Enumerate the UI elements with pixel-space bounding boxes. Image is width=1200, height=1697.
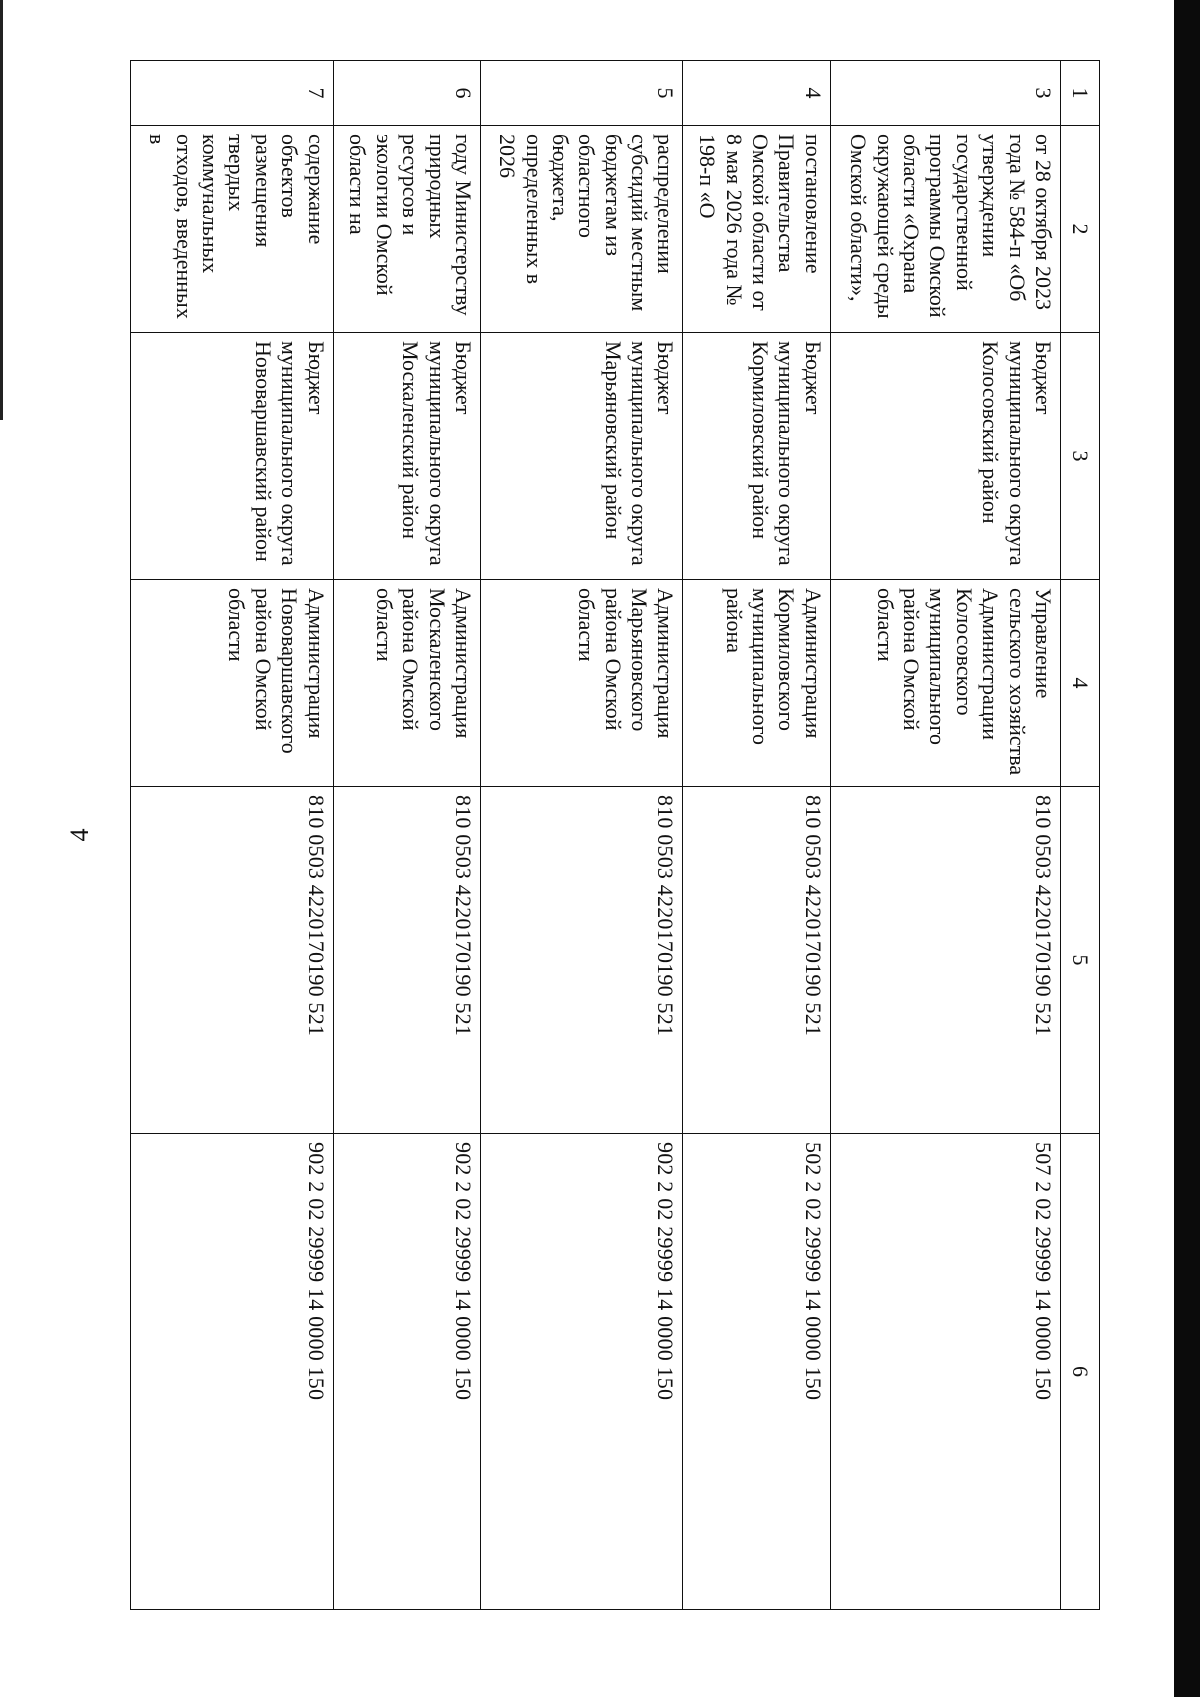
- income-code-cell: 902 2 02 29999 14 0000 150: [480, 1134, 683, 1610]
- row-number: 3: [830, 61, 1060, 126]
- budget-cell: Бюджет муниципального округа Москаленский район: [333, 333, 480, 580]
- header-col-3: 3: [1061, 333, 1100, 580]
- row-number: 7: [131, 61, 334, 126]
- legal-basis-cell: содержание объектов размещения твердых коммунальных отходов, введенных в: [131, 126, 334, 333]
- table-header: [1061, 61, 1100, 1610]
- table-frame: [130, 60, 1100, 1610]
- income-code-cell: 507 2 02 29999 14 0000 150: [830, 1134, 1060, 1610]
- row-number: 5: [480, 61, 683, 126]
- expense-code-cell: 810 0503 4220170190 521: [131, 787, 334, 1134]
- table-row: [683, 61, 830, 1610]
- administrator-cell: Администрация Марьяновского района Омской области: [480, 580, 683, 787]
- legal-basis-cell: от 28 октября 2023 года № 584-п «Об утверждении государственной программы Омской области «Охрана окружающей среды Омской области»,: [830, 126, 1060, 333]
- header-row: [1061, 61, 1100, 1610]
- expense-code-cell: 810 0503 4220170190 521: [333, 787, 480, 1134]
- budget-cell: Бюджет муниципального округа Марьяновский район: [480, 333, 683, 580]
- budget-cell: Бюджет муниципального округа Колосовский район: [830, 333, 1060, 580]
- expense-code-cell: 810 0503 4220170190 521: [480, 787, 683, 1134]
- administrator-cell: Администрация Москаленского района Омской области: [333, 580, 480, 787]
- administrator-cell: Администрация Нововаршавского района Омской области: [131, 580, 334, 787]
- table-row: [131, 61, 334, 1610]
- expense-code-cell: 810 0503 4220170190 521: [683, 787, 830, 1134]
- row-number: 6: [333, 61, 480, 126]
- administrator-cell: Администрация Кормиловского муниципального района: [683, 580, 830, 787]
- budget-table: [130, 60, 1100, 1610]
- table-row: [830, 61, 1060, 1610]
- header-col-1: 1: [1061, 61, 1100, 126]
- table-row: [480, 61, 683, 1610]
- row-number: 4: [683, 61, 830, 126]
- header-col-2: 2: [1061, 126, 1100, 333]
- table-row: [333, 61, 480, 1610]
- scan-edge-left: [0, 0, 3, 420]
- header-col-5: 5: [1061, 787, 1100, 1134]
- legal-basis-cell: распределении субсидий местным бюджетам из областного бюджета, определенных в 2026: [480, 126, 683, 333]
- expense-code-cell: 810 0503 4220170190 521: [830, 787, 1060, 1134]
- legal-basis-cell: постановление Правительства Омской области от 8 мая 2026 года № 198-п «О: [683, 126, 830, 333]
- budget-cell: Бюджет муниципального округа Нововаршавский район: [131, 333, 334, 580]
- administrator-cell: Управление сельского хозяйства Администрации Колосовского муниципального района Омской области: [830, 580, 1060, 787]
- table-body: [131, 61, 1061, 1610]
- income-code-cell: 902 2 02 29999 14 0000 150: [131, 1134, 334, 1610]
- income-code-cell: 902 2 02 29999 14 0000 150: [333, 1134, 480, 1610]
- legal-basis-cell: году Министерству природных ресурсов и экологии Омской области на: [333, 126, 480, 333]
- header-col-4: 4: [1061, 580, 1100, 787]
- scan-edge-right: [1174, 0, 1200, 1697]
- header-col-6: 6: [1061, 1134, 1100, 1610]
- income-code-cell: 502 2 02 29999 14 0000 150: [683, 1134, 830, 1610]
- budget-cell: Бюджет муниципального округа Кормиловский район: [683, 333, 830, 580]
- page-number: 4: [65, 828, 94, 842]
